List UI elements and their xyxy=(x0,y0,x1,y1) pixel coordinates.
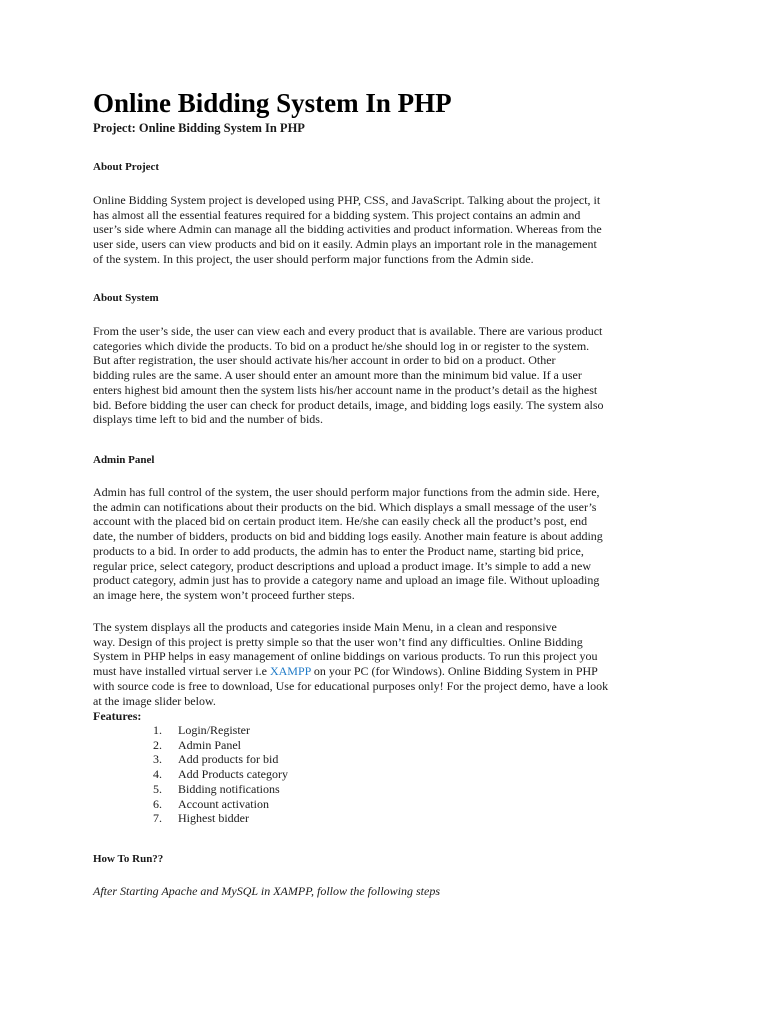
list-item xyxy=(93,797,288,812)
list-number: 7. xyxy=(153,811,162,826)
paragraph-line: From the user’s side, the user can view each and every product that is available. There are various product xyxy=(93,324,603,338)
about-project-paragraph xyxy=(93,193,683,267)
document-title: Online Bidding System In PHP xyxy=(93,88,452,118)
xampp-link[interactable]: XAMPP xyxy=(269,664,311,679)
paragraph-line: user side, users can view products and bid on it easily. Admin plays an important role in the management xyxy=(93,237,597,252)
paragraph-line: displays time left to bid and the number of bids. xyxy=(93,412,323,427)
paragraph-line: System in PHP helps in easy management of online biddings on various products. To run this project you xyxy=(93,649,598,664)
features-label: Features: xyxy=(93,709,142,723)
list-number: 5. xyxy=(153,781,162,796)
list-item-text: Highest bidder xyxy=(178,811,249,826)
paragraph-line: user’s side where Admin can manage all the bidding activities and product information. Whereas from the xyxy=(93,222,602,237)
list-number: 4. xyxy=(153,767,162,782)
about-system-heading: About System xyxy=(93,292,159,304)
admin-panel-heading: Admin Panel xyxy=(93,454,155,466)
how-to-run-heading: How To Run?? xyxy=(93,853,164,865)
list-item-text: Add Products category xyxy=(178,767,288,782)
about-project-heading: About Project xyxy=(93,161,160,173)
line-text-after-link: on your PC (for Windows). Online Bidding System in PHP xyxy=(310,664,598,679)
paragraph-line: product category, admin just has to provide a category name and upload an image file. Without uploading xyxy=(93,573,600,588)
features-list xyxy=(93,723,288,826)
list-item xyxy=(93,738,288,753)
paragraph-line: account with the placed bid on certain product item. He/she can easily check all the product’s post, end xyxy=(93,514,588,529)
paragraph-line: regular price, select category, product descriptions and upload a product image. It’s simple to add a new xyxy=(93,558,592,573)
line-text-before-link: must have installed virtual server i.e xyxy=(93,664,270,679)
list-item-text: Admin Panel xyxy=(178,737,241,752)
project-subtitle: Project: Online Bidding System In PHP xyxy=(93,121,305,135)
list-item-text: Account activation xyxy=(178,796,269,811)
summary-paragraph xyxy=(93,620,683,708)
paragraph-line: bid. Before bidding the user can check for product details, image, and bidding logs easily. The system also xyxy=(93,397,604,412)
list-number: 2. xyxy=(153,737,162,752)
paragraph-line: date, the number of bidders, products on bid and bidding logs easily. Another main feature is about adding xyxy=(93,529,603,544)
paragraph-line xyxy=(93,664,683,679)
paragraph-line: with source code is free to download, Use for educational purposes only! For the project demo, have a look xyxy=(93,678,609,693)
list-item-text: Bidding notifications xyxy=(178,781,280,796)
paragraph-line: way. Design of this project is pretty simple so that the user won’t find any difficulties. Online Bidding xyxy=(93,634,583,649)
paragraph-line: of the system. In this project, the user should perform major functions from the Admin side. xyxy=(93,251,534,266)
list-number: 3. xyxy=(153,752,162,767)
list-number: 1. xyxy=(153,723,162,737)
paragraph-line: bidding rules are the same. A user should enter an amount more than the minimum bid value. If a user xyxy=(93,368,582,383)
paragraph-line: at the image slider below. xyxy=(93,693,216,708)
list-item-text: Add products for bid xyxy=(178,752,279,767)
admin-panel-paragraph xyxy=(93,485,683,603)
list-item xyxy=(93,723,288,738)
paragraph-line: an image here, the system won’t proceed further steps. xyxy=(93,587,355,602)
paragraph-line: The system displays all the products and categories inside Main Menu, in a clean and responsive xyxy=(93,620,557,634)
paragraph-line: But after registration, the user should activate his/her account in order to bid on a product. Other xyxy=(93,353,556,368)
paragraph-line: Online Bidding System project is developed using PHP, CSS, and JavaScript. Talking about the project, it xyxy=(93,193,601,207)
how-to-run-instruction: After Starting Apache and MySQL in XAMPP, follow the following steps xyxy=(93,884,440,898)
paragraph-line: products to a bid. In order to add products, the admin has to enter the Product name, starting bid price, xyxy=(93,543,584,558)
list-item xyxy=(93,767,288,782)
paragraph-line: enters highest bid amount then the system lists his/her account name in the product’s detail as the highest xyxy=(93,382,598,397)
paragraph-line: Admin has full control of the system, the user should perform major functions from the admin side. Here, xyxy=(93,485,600,499)
list-number: 6. xyxy=(153,796,162,811)
paragraph-line: the admin can notifications about their products on the bid. Which displays a small message of the user’s xyxy=(93,499,597,514)
list-item xyxy=(93,782,288,797)
list-item xyxy=(93,752,288,767)
paragraph-line: has almost all the essential features required for a bidding system. This project contains an admin and xyxy=(93,207,581,222)
about-system-paragraph xyxy=(93,324,683,427)
paragraph-line: categories which divide the products. To bid on a product he/she should log in or register to the system. xyxy=(93,338,590,353)
list-item xyxy=(93,811,288,826)
list-item-text: Login/Register xyxy=(178,723,250,737)
